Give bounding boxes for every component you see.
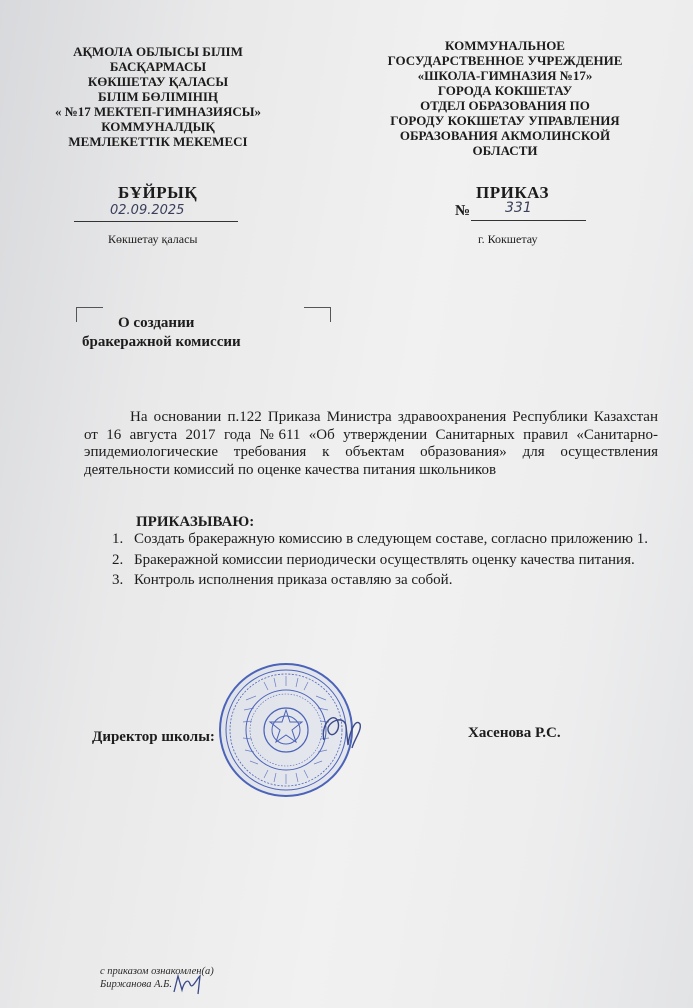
order-items-list — [112, 531, 652, 593]
header-right-line: ГОСУДАРСТВЕННОЕ УЧРЕЖДЕНИЕ — [387, 53, 623, 68]
header-right-line: ГОРОДА КОКШЕТАУ — [437, 83, 573, 98]
header-left-line: БАСҚАРМАСЫ — [109, 59, 207, 74]
item-number: 3. — [112, 572, 124, 589]
header-right-line: «ШКОЛА-ГИМНАЗИЯ №17» — [417, 68, 593, 83]
header-right-line: КОММУНАЛЬНОЕ — [445, 38, 565, 53]
order-word: ПРИКАЗЫВАЮ: — [136, 514, 255, 530]
item-text: Бракеражной комиссии периодически осуществлять оценку качества питания. — [134, 551, 635, 568]
header-left-line: АҚМОЛА ОБЛЫСЫ БІЛІМ — [73, 44, 243, 59]
date-underline — [74, 221, 238, 222]
doc-type-kazakh: БҰЙРЫҚ — [118, 183, 198, 202]
header-left-organization — [40, 44, 276, 149]
bracket-left — [76, 307, 103, 322]
header-left-line: БІЛІМ БӨЛІМІНІҢ — [98, 89, 218, 104]
body-paragraph: На основании п.122 Приказа Министра здравоохранения Республики Казахстан от 16 августа 2017 года №611 «Об утверждении Санитарных правил «Санитарно-эпидемиологические требования к объектам образования» для осуществления деятельности комиссий по оценке качества питания школьников — [84, 409, 658, 478]
handwritten-date: 02.09.2025 — [110, 203, 185, 218]
city-russian: г. Кокшетау — [478, 232, 538, 246]
header-right-line: ОБЛАСТИ — [472, 143, 538, 158]
header-right-line: ГОРОДУ КОКШЕТАУ УПРАВЛЕНИЯ — [390, 113, 620, 128]
list-item — [112, 531, 652, 549]
header-right-line: ОБРАЗОВАНИЯ АКМОЛИНСКОЙ — [399, 128, 611, 143]
item-text: Создать бракеражную комиссию в следующем составе, согласно приложению 1. — [134, 531, 648, 547]
item-number: 2. — [112, 551, 124, 568]
number-underline — [471, 220, 586, 221]
subject-line-1: О создании — [118, 315, 195, 331]
list-item — [112, 572, 652, 590]
header-left-line: КӨКШЕТАУ ҚАЛАСЫ — [87, 74, 229, 89]
list-item — [112, 552, 652, 570]
header-left-line: МЕМЛЕКЕТТІК МЕКЕМЕСІ — [68, 134, 248, 149]
acknowledgement-signature — [170, 970, 206, 998]
header-left-line: КОММУНАЛДЫҚ — [101, 119, 215, 134]
acknowledgement-line-1: с приказом ознакомлен(а) — [100, 966, 214, 977]
doc-type-russian: ПРИКАЗ — [476, 183, 549, 202]
signature-name: Хасенова Р.С. — [468, 725, 561, 741]
signature-position: Директор школы: — [92, 729, 215, 745]
handwritten-number: 331 — [505, 200, 532, 216]
header-left-line: « №17 МЕКТЕП-ГИМНАЗИЯСЫ» — [54, 104, 262, 119]
header-right-organization — [372, 38, 638, 158]
item-text: Контроль исполнения приказа оставляю за собой. — [134, 572, 453, 589]
header-right-line: ОТДЕЛ ОБРАЗОВАНИЯ ПО — [420, 98, 590, 113]
city-kazakh: Көкшетау қаласы — [108, 232, 198, 246]
acknowledgement-line-2: Биржанова А.Б. — [100, 979, 172, 990]
bracket-right — [304, 307, 331, 322]
item-number: 1. — [112, 531, 124, 547]
handwritten-signature — [316, 700, 366, 760]
subject-line-2: бракеражной комиссии — [82, 334, 241, 350]
number-sign: № — [455, 203, 471, 219]
